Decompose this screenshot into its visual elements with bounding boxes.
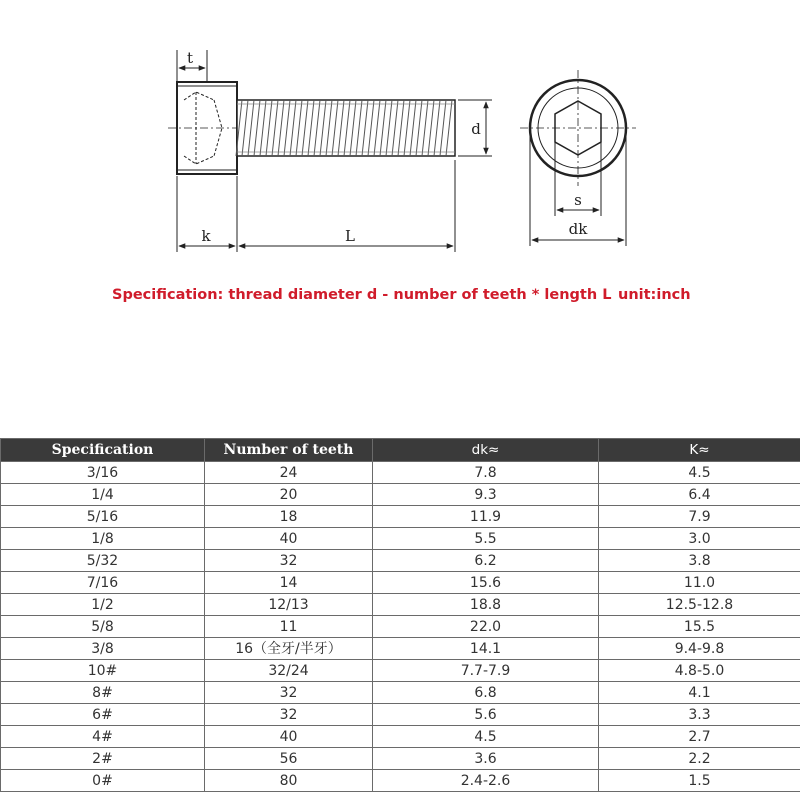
cell-specification: 4# (1, 726, 205, 748)
header-specification: Specification (1, 439, 205, 462)
cell-k: 11.0 (599, 572, 800, 594)
cell-dk: 7.7-7.9 (373, 660, 599, 682)
cell-k: 2.2 (599, 748, 800, 770)
cell-number-of-teeth: 40 (205, 528, 373, 550)
cell-specification: 3/16 (1, 462, 205, 484)
cell-k: 2.7 (599, 726, 800, 748)
cell-number-of-teeth: 12/13 (205, 594, 373, 616)
cell-specification: 5/32 (1, 550, 205, 572)
cell-dk: 6.2 (373, 550, 599, 572)
cell-dk: 3.6 (373, 748, 599, 770)
label-k: k (201, 227, 211, 245)
cell-number-of-teeth: 16（全牙/半牙） (205, 638, 373, 660)
cell-k: 15.5 (599, 616, 800, 638)
table-row (1, 638, 800, 660)
cell-number-of-teeth: 11 (205, 616, 373, 638)
label-dk: dk (568, 220, 588, 238)
table-row (1, 462, 800, 484)
table-row (1, 682, 800, 704)
header-number-of-teeth: Number of teeth (205, 439, 373, 462)
table-row (1, 660, 800, 682)
cell-k: 3.0 (599, 528, 800, 550)
cell-specification: 2# (1, 748, 205, 770)
cell-specification: 6# (1, 704, 205, 726)
cell-number-of-teeth: 32 (205, 550, 373, 572)
cell-dk: 4.5 (373, 726, 599, 748)
cell-k: 3.3 (599, 704, 800, 726)
table-row (1, 506, 800, 528)
header-k: K≈ (599, 439, 800, 462)
cell-k: 12.5-12.8 (599, 594, 800, 616)
cell-k: 7.9 (599, 506, 800, 528)
header-dk: dk≈ (373, 439, 599, 462)
cell-specification: 5/16 (1, 506, 205, 528)
cell-dk: 2.4-2.6 (373, 770, 599, 792)
table-body (1, 462, 800, 792)
cell-k: 4.5 (599, 462, 800, 484)
unit-note: unit:inch (618, 287, 691, 303)
table-row (1, 726, 800, 748)
cell-number-of-teeth: 40 (205, 726, 373, 748)
cell-specification: 1/4 (1, 484, 205, 506)
specification-note-text: Specification: thread diameter d - number of teeth * length L (112, 287, 612, 303)
cell-specification: 1/2 (1, 594, 205, 616)
cell-dk: 6.8 (373, 682, 599, 704)
cell-specification: 7/16 (1, 572, 205, 594)
specification-note (0, 283, 800, 307)
screw-thread (236, 100, 455, 156)
cell-number-of-teeth: 14 (205, 572, 373, 594)
cell-specification: 0# (1, 770, 205, 792)
cell-number-of-teeth: 18 (205, 506, 373, 528)
cell-number-of-teeth: 56 (205, 748, 373, 770)
cell-specification: 10# (1, 660, 205, 682)
cell-number-of-teeth: 24 (205, 462, 373, 484)
cell-k: 1.5 (599, 770, 800, 792)
cell-number-of-teeth: 20 (205, 484, 373, 506)
table-row (1, 572, 800, 594)
screw-dimension-drawing (0, 0, 800, 280)
table-header-row (1, 439, 800, 462)
cell-number-of-teeth: 80 (205, 770, 373, 792)
table-row (1, 704, 800, 726)
cell-dk: 11.9 (373, 506, 599, 528)
table-row (1, 528, 800, 550)
label-s: s (574, 191, 582, 209)
cell-k: 4.1 (599, 682, 800, 704)
cell-specification: 3/8 (1, 638, 205, 660)
table-row (1, 594, 800, 616)
cell-number-of-teeth: 32 (205, 682, 373, 704)
cell-k: 4.8-5.0 (599, 660, 800, 682)
specification-table (0, 438, 800, 792)
label-t: t (186, 49, 194, 67)
cell-dk: 5.6 (373, 704, 599, 726)
screw-head-top-view (520, 70, 636, 186)
cell-dk: 9.3 (373, 484, 599, 506)
label-d: d (471, 120, 481, 138)
cell-number-of-teeth: 32/24 (205, 660, 373, 682)
cell-specification: 1/8 (1, 528, 205, 550)
cell-dk: 18.8 (373, 594, 599, 616)
table-row (1, 770, 800, 792)
table-row (1, 616, 800, 638)
cell-dk: 14.1 (373, 638, 599, 660)
table-row (1, 748, 800, 770)
cell-k: 9.4-9.8 (599, 638, 800, 660)
cell-dk: 15.6 (373, 572, 599, 594)
table-row (1, 550, 800, 572)
cell-dk: 5.5 (373, 528, 599, 550)
label-L: L (345, 227, 355, 245)
cell-k: 6.4 (599, 484, 800, 506)
cell-specification: 8# (1, 682, 205, 704)
cell-dk: 7.8 (373, 462, 599, 484)
cell-k: 3.8 (599, 550, 800, 572)
cell-specification: 5/8 (1, 616, 205, 638)
cell-number-of-teeth: 32 (205, 704, 373, 726)
table-row (1, 484, 800, 506)
cell-dk: 22.0 (373, 616, 599, 638)
